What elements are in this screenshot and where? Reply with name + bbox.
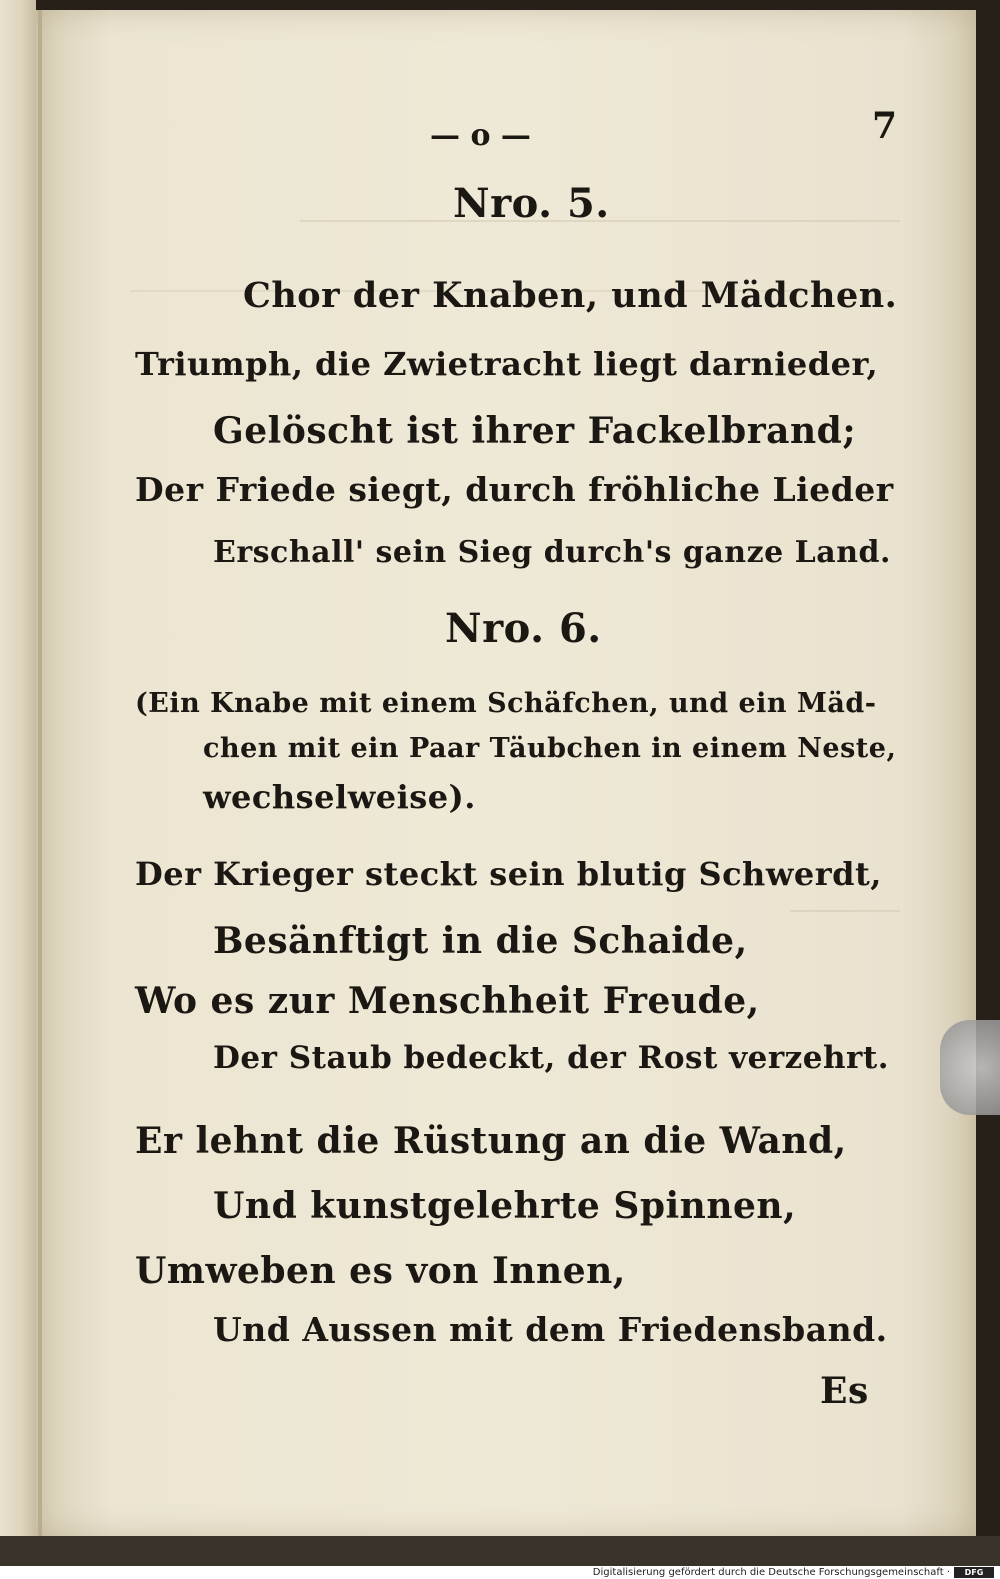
verse-line: Umweben es von Innen, [135, 1250, 626, 1292]
section-subheading: Chor der Knaben, und Mädchen. [243, 275, 898, 316]
verse-line: Besänftigt in die Schaide, [213, 920, 748, 962]
verse-line: Der Staub bedeckt, der Rost verzehrt. [213, 1040, 889, 1076]
footer-credit: Digitalisierung gefördert durch die Deutsche Forschungsgemeinschaft · [592, 1567, 950, 1578]
verse-line: Wo es zur Menschheit Freude, [135, 980, 760, 1022]
book-page [36, 10, 976, 1536]
dfg-logo: DFG [954, 1567, 994, 1578]
stage-direction-line: (Ein Knabe mit einem Schäfchen, und ein Mäd- [135, 688, 877, 719]
section-heading: Nro. 6. [445, 605, 602, 652]
verse-line: Und Aussen mit dem Friedensband. [213, 1310, 888, 1349]
stage-direction-line: wechselweise). [203, 778, 476, 816]
page-number: 7 [872, 105, 898, 147]
stage-direction-line: chen mit ein Paar Täubchen in einem Neste, [203, 733, 897, 764]
verse-line: Der Krieger steckt sein blutig Schwerdt, [135, 855, 882, 893]
verse-line: Der Friede siegt, durch fröhliche Lieder [135, 470, 894, 509]
header-ornament: — o — [430, 118, 531, 153]
previous-page-edge [0, 0, 36, 1536]
verse-line: Und kunstgelehrte Spinnen, [213, 1185, 797, 1227]
section-heading: Nro. 5. [453, 180, 610, 227]
scan-bottom-edge [0, 1536, 1000, 1566]
verse-line: Er lehnt die Rüstung an die Wand, [135, 1120, 847, 1162]
scanner-thumb-shadow [940, 1020, 1000, 1115]
verse-line: Triumph, die Zwietracht liegt darnieder, [135, 345, 879, 383]
catchword: Es [820, 1370, 869, 1412]
footer-bar [0, 1566, 1000, 1579]
verse-line: Erschall' sein Sieg durch's ganze Land. [213, 535, 891, 570]
verse-line: Gelöscht ist ihrer Fackelbrand; [213, 410, 857, 452]
page-fold [38, 10, 42, 1536]
